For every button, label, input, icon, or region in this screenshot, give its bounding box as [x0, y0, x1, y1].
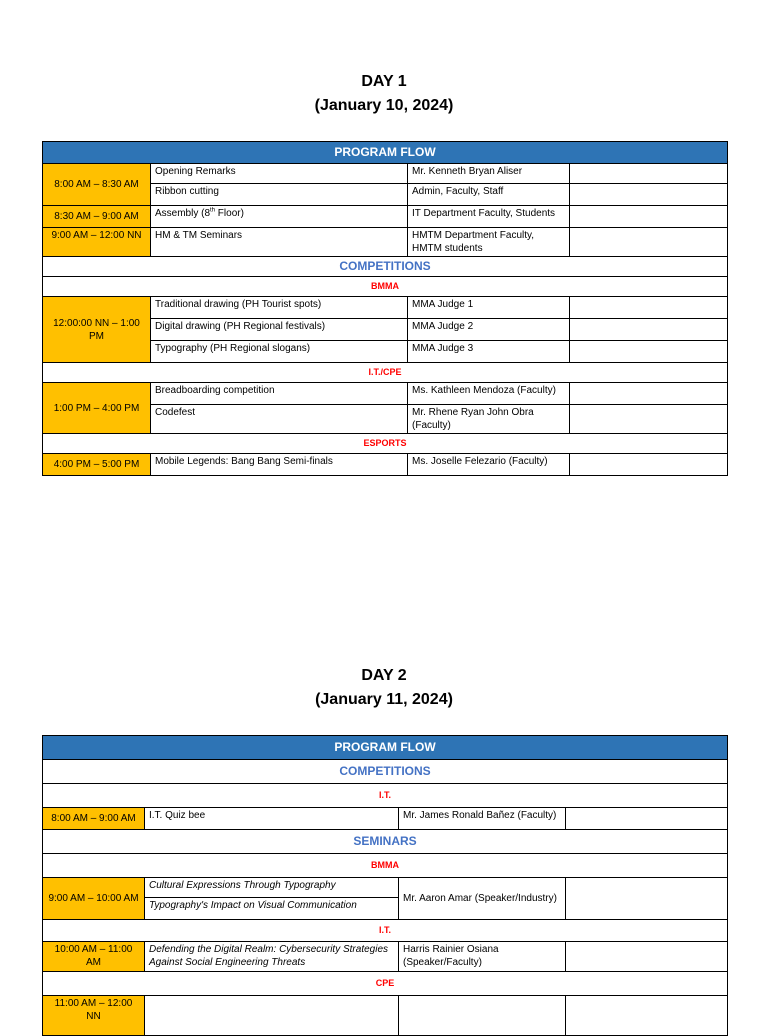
activity-cell: Breadboarding competition	[151, 383, 408, 405]
day1-program-table	[42, 141, 728, 476]
time-cell: 9:00 AM – 12:00 NN	[43, 228, 151, 257]
activity-cell: Mobile Legends: Bang Bang Semi-finals	[151, 454, 408, 476]
person-cell: MMA Judge 2	[408, 319, 570, 341]
empty-cell	[570, 164, 728, 184]
activity-cell: Traditional drawing (PH Tourist spots)	[151, 297, 408, 319]
day2-program-table	[42, 735, 728, 1036]
empty-cell	[570, 184, 728, 206]
time-cell: 11:00 AM – 12:00 NN	[43, 996, 145, 1036]
person-cell: MMA Judge 1	[408, 297, 570, 319]
day1-date: (January 10, 2024)	[314, 97, 454, 114]
person-cell: HMTM Department Faculty, HMTM students	[408, 228, 570, 257]
activity-cell: I.T. Quiz bee	[145, 808, 399, 830]
section-competitions: COMPETITIONS	[43, 760, 728, 784]
activity-cell: Ribbon cutting	[151, 184, 408, 206]
time-cell: 8:00 AM – 9:00 AM	[43, 808, 145, 830]
day2-date: (January 11, 2024)	[315, 691, 453, 708]
subsection-bmma: BMMA	[43, 854, 728, 878]
activity-cell: Typography (PH Regional slogans)	[151, 341, 408, 363]
empty-cell	[570, 319, 728, 341]
time-cell: 12:00:00 NN – 1:00 PM	[43, 297, 151, 363]
subsection-it-cpe: I.T./CPE	[43, 363, 728, 383]
superscript: th	[210, 207, 216, 214]
time-cell: 1:00 PM – 4:00 PM	[43, 383, 151, 434]
person-cell	[399, 996, 566, 1036]
person-cell: Mr. James Ronald Bañez (Faculty)	[399, 808, 566, 830]
time-cell: 8:30 AM – 9:00 AM	[43, 206, 151, 228]
activity-text: Assembly (8	[155, 208, 211, 219]
person-cell: Ms. Kathleen Mendoza (Faculty)	[408, 383, 570, 405]
person-cell: MMA Judge 3	[408, 341, 570, 363]
activity-text: Floor)	[215, 208, 244, 219]
empty-cell	[570, 341, 728, 363]
empty-cell	[570, 405, 728, 434]
person-cell: Harris Rainier Osiana (Speaker/Faculty)	[399, 942, 566, 972]
activity-cell: Codefest	[151, 405, 408, 434]
time-cell: 8:00 AM – 8:30 AM	[43, 164, 151, 206]
activity-cell: Digital drawing (PH Regional festivals)	[151, 319, 408, 341]
program-flow-header: PROGRAM FLOW	[43, 142, 728, 164]
time-cell: 4:00 PM – 5:00 PM	[43, 454, 151, 476]
empty-cell	[566, 878, 728, 920]
activity-cell: Typography's Impact on Visual Communication	[145, 898, 399, 920]
person-cell: Mr. Aaron Amar (Speaker/Industry)	[399, 878, 566, 920]
person-cell: Mr. Kenneth Bryan Aliser	[408, 164, 570, 184]
day1-title: DAY 1	[361, 73, 407, 90]
subsection-cpe: CPE	[43, 972, 728, 996]
empty-cell	[566, 996, 728, 1036]
person-cell: Admin, Faculty, Staff	[408, 184, 570, 206]
activity-cell: HM & TM Seminars	[151, 228, 408, 257]
subsection-esports: ESPORTS	[43, 434, 728, 454]
activity-cell	[151, 206, 408, 228]
empty-cell	[570, 206, 728, 228]
program-flow-header: PROGRAM FLOW	[43, 736, 728, 760]
person-cell: Mr. Rhene Ryan John Obra (Faculty)	[408, 405, 570, 434]
person-cell: IT Department Faculty, Students	[408, 206, 570, 228]
empty-cell	[566, 942, 728, 972]
subsection-it: I.T.	[43, 784, 728, 808]
subsection-it: I.T.	[43, 920, 728, 942]
time-cell: 9:00 AM – 10:00 AM	[43, 878, 145, 920]
activity-cell: Defending the Digital Realm: Cybersecurity Strategies Against Social Engineering Threats	[145, 942, 399, 972]
empty-cell	[570, 228, 728, 257]
empty-cell	[566, 808, 728, 830]
activity-cell	[145, 996, 399, 1036]
empty-cell	[570, 383, 728, 405]
activity-cell: Opening Remarks	[151, 164, 408, 184]
section-competitions: COMPETITIONS	[43, 257, 728, 277]
day2-title: DAY 2	[361, 667, 407, 684]
section-seminars: SEMINARS	[43, 830, 728, 854]
person-cell: Ms. Joselle Felezario (Faculty)	[408, 454, 570, 476]
time-cell: 10:00 AM – 11:00 AM	[43, 942, 145, 972]
subsection-bmma: BMMA	[43, 277, 728, 297]
empty-cell	[570, 454, 728, 476]
empty-cell	[570, 297, 728, 319]
activity-cell: Cultural Expressions Through Typography	[145, 878, 399, 898]
